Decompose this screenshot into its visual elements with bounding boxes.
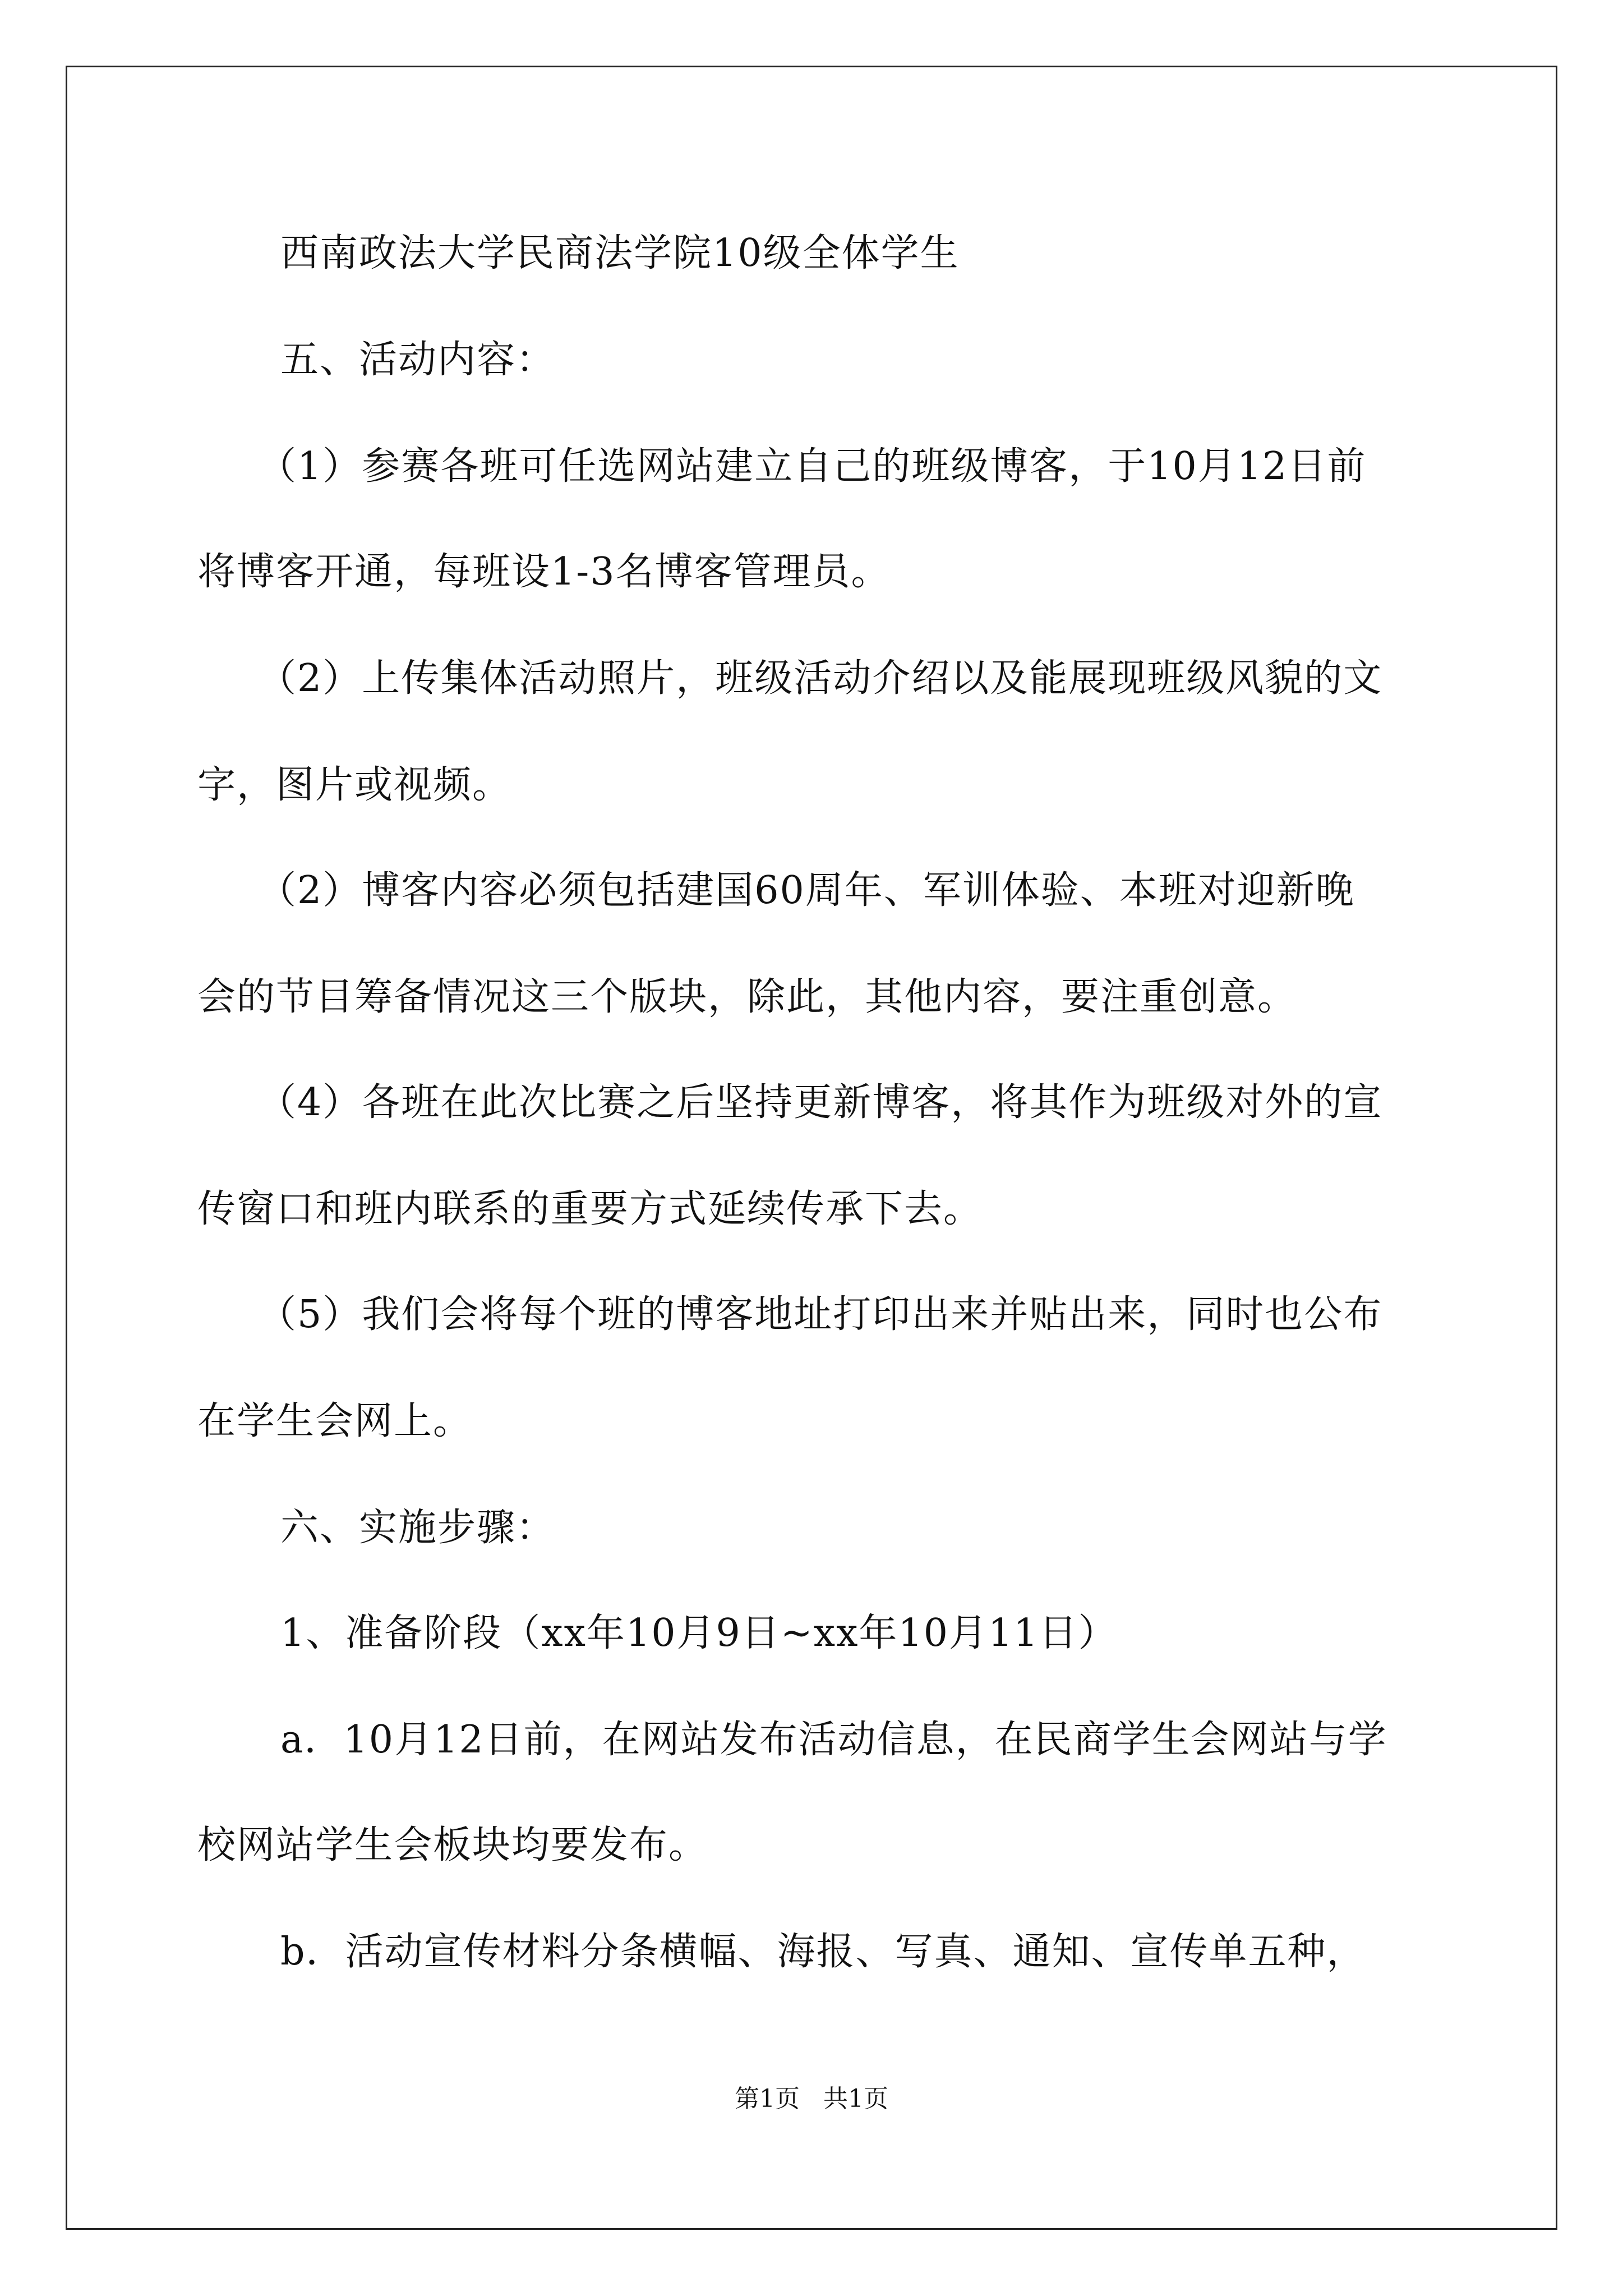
paragraph-line: （1）参赛各班可任选网站建立自己的班级博客，于10月12日前 xyxy=(258,444,1367,489)
paragraph-line: 校网站学生会板块均要发布。 xyxy=(197,1823,708,1867)
paragraph-line: 1、准备阶段（xx年10月9日~xx年10月11日） xyxy=(280,1611,1118,1655)
paragraph-line: （5）我们会将每个班的博客地址打印出来并贴出来，同时也公布 xyxy=(258,1292,1383,1337)
paragraph-line: a．10月12日前，在网站发布活动信息，在民商学生会网站与学 xyxy=(280,1718,1387,1762)
paragraph-line: （2）博客内容必须包括建国60周年、军训体验、本班对迎新晚 xyxy=(258,868,1355,913)
section-heading: 五、活动内容： xyxy=(280,338,556,382)
paragraph-line: （4）各班在此次比赛之后坚持更新博客，将其作为班级对外的宣 xyxy=(258,1080,1383,1125)
page-number-footer: 第1页 共1页 xyxy=(735,2085,888,2113)
paragraph-line: （2）上传集体活动照片，班级活动介绍以及能展现班级风貌的文 xyxy=(258,656,1383,701)
section-heading: 六、实施步骤： xyxy=(280,1506,556,1550)
paragraph-line: 传窗口和班内联系的重要方式延续传承下去。 xyxy=(197,1187,983,1231)
paragraph-line: 会的节目筹备情况这三个版块，除此，其他内容，要注重创意。 xyxy=(197,975,1297,1019)
paragraph-line: 字，图片或视频。 xyxy=(197,763,512,807)
paragraph-line: 将博客开通，每班设1-3名博客管理员。 xyxy=(197,550,891,594)
paragraph-line: b．活动宣传材料分条横幅、海报、写真、通知、宣传单五种， xyxy=(280,1930,1366,1974)
paragraph-line: 在学生会网上。 xyxy=(197,1399,473,1443)
paragraph-line: 西南政法大学民商法学院10级全体学生 xyxy=(280,231,960,275)
page-border xyxy=(66,66,1557,2230)
